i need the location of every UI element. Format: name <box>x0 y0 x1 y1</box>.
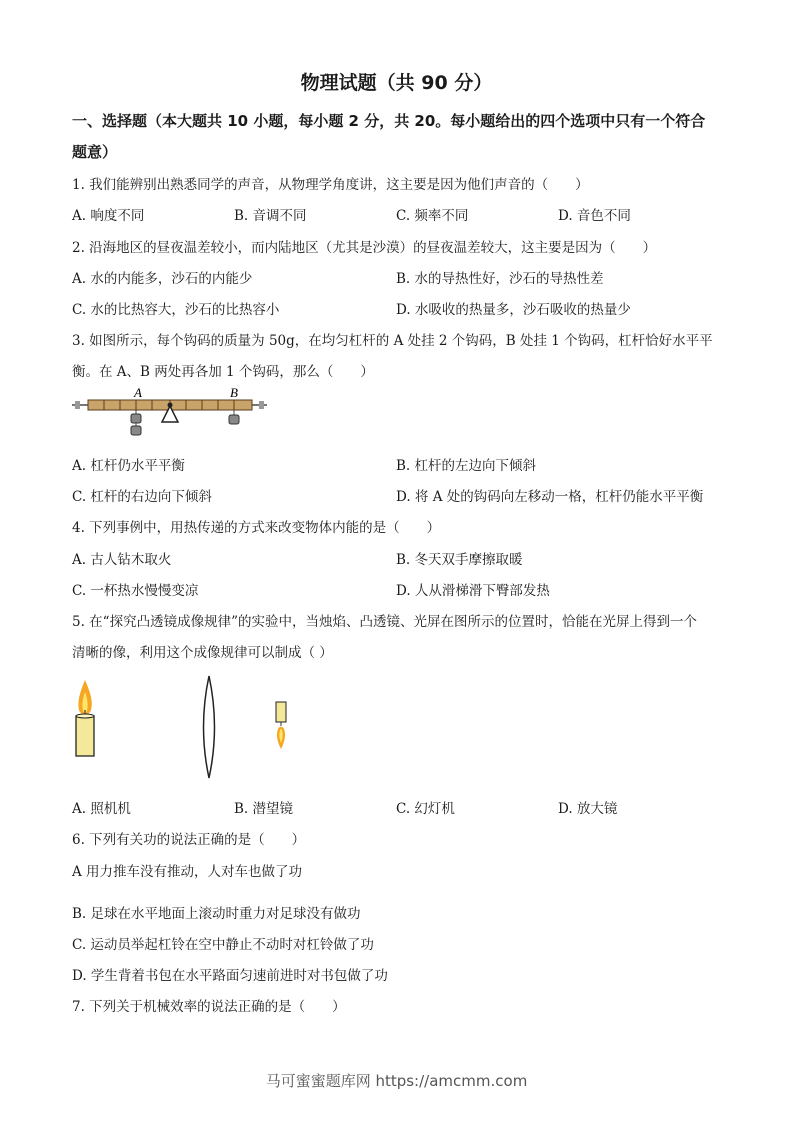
q6-option-a: A 用力推车没有推动，人对车也做了功 <box>72 864 303 880</box>
section-heading-line1: 一、选择题（本大题共 10 小题，每小题 2 分，共 20。每小题给出的四个选项中只有一个符合 <box>72 112 706 130</box>
q2-option-c: C. 水的比热容大，沙石的比热容小 <box>72 302 280 318</box>
q2-option-a: A. 水的内能多，沙石的内能少 <box>72 271 253 287</box>
q5-option-c: C. 幻灯机 <box>396 801 455 817</box>
lever-label-b: B <box>230 385 238 400</box>
question-6-text: 6. 下列有关功的说法正确的是（ ） <box>72 832 306 848</box>
lever-figure <box>72 384 272 444</box>
lever-label-a: A <box>134 385 142 400</box>
footer-watermark: 马可蜜蜜题库网 https://amcmm.com <box>265 1072 528 1090</box>
q5-option-a: A. 照机机 <box>72 801 131 817</box>
q1-option-a: A. 响度不同 <box>72 208 145 224</box>
q3-option-b: B. 杠杆的左边向下倾斜 <box>396 458 537 474</box>
question-2-text: 2. 沿海地区的昼夜温差较小，而内陆地区（尤其是沙漠）的昼夜温差较大，这主要是因为（ ） <box>72 240 657 256</box>
q6-option-d: D. 学生背着书包在水平路面匀速前进时对书包做了功 <box>72 968 388 984</box>
q5-option-b: B. 潜望镜 <box>234 801 294 817</box>
question-3-text-line1: 3. 如图所示，每个钩码的质量为 50g，在均匀杠杆的 A 处挂 2 个钩码，B 处挂 1 个钩码，杠杆恰好水平平 <box>72 333 713 349</box>
page-title: 物理试题（共 90 分） <box>300 72 493 94</box>
q4-option-d: D. 人从滑梯滑下臀部发热 <box>396 583 550 599</box>
q3-option-d: D. 将 A 处的钩码向左移动一格，杠杆仍能水平平衡 <box>396 489 704 505</box>
section-heading-line2: 题意） <box>72 143 118 161</box>
q3-option-a: A. 杠杆仍水平平衡 <box>72 458 185 474</box>
question-1-text: 1. 我们能辨别出熟悉同学的声音，从物理学角度讲，这主要是因为他们声音的（ ） <box>72 177 589 193</box>
q6-option-c: C. 运动员举起杠铃在空中静止不动时对杠铃做了功 <box>72 937 374 953</box>
question-5-text-line2: 清晰的像，利用这个成像规律可以制成（ ） <box>72 645 333 661</box>
q2-option-b: B. 水的导热性好，沙石的导热性差 <box>396 271 604 287</box>
question-5-text-line1: 5. 在“探究凸透镜成像规律”的实验中，当烛焰、凸透镜、光屏在图所示的位置时，恰能在光屏上得到一个 <box>72 614 697 630</box>
q4-option-b: B. 冬天双手摩擦取暖 <box>396 552 523 568</box>
question-7-text: 7. 下列关于机械效率的说法正确的是（ ） <box>72 999 346 1015</box>
inverted-image-icon <box>272 701 290 751</box>
q6-option-b: B. 足球在水平地面上滚动时重力对足球没有做功 <box>72 906 361 922</box>
q5-option-d: D. 放大镜 <box>558 801 618 817</box>
q1-option-d: D. 音色不同 <box>558 208 631 224</box>
q4-option-c: C. 一杯热水慢慢变凉 <box>72 583 199 599</box>
q3-option-c: C. 杠杆的右边向下倾斜 <box>72 489 212 505</box>
question-3-text-line2: 衡。在 A、B 两处再各加 1 个钩码，那么（ ） <box>72 364 374 380</box>
question-4-text: 4. 下列事例中，用热传递的方式来改变物体内能的是（ ） <box>72 520 441 536</box>
candle-icon <box>70 676 100 758</box>
convex-lens-icon <box>198 674 220 780</box>
q4-option-a: A. 古人钻木取火 <box>72 552 172 568</box>
q1-option-b: B. 音调不同 <box>234 208 307 224</box>
q1-option-c: C. 频率不同 <box>396 208 469 224</box>
q2-option-d: D. 水吸收的热量多，沙石吸收的热量少 <box>396 302 631 318</box>
